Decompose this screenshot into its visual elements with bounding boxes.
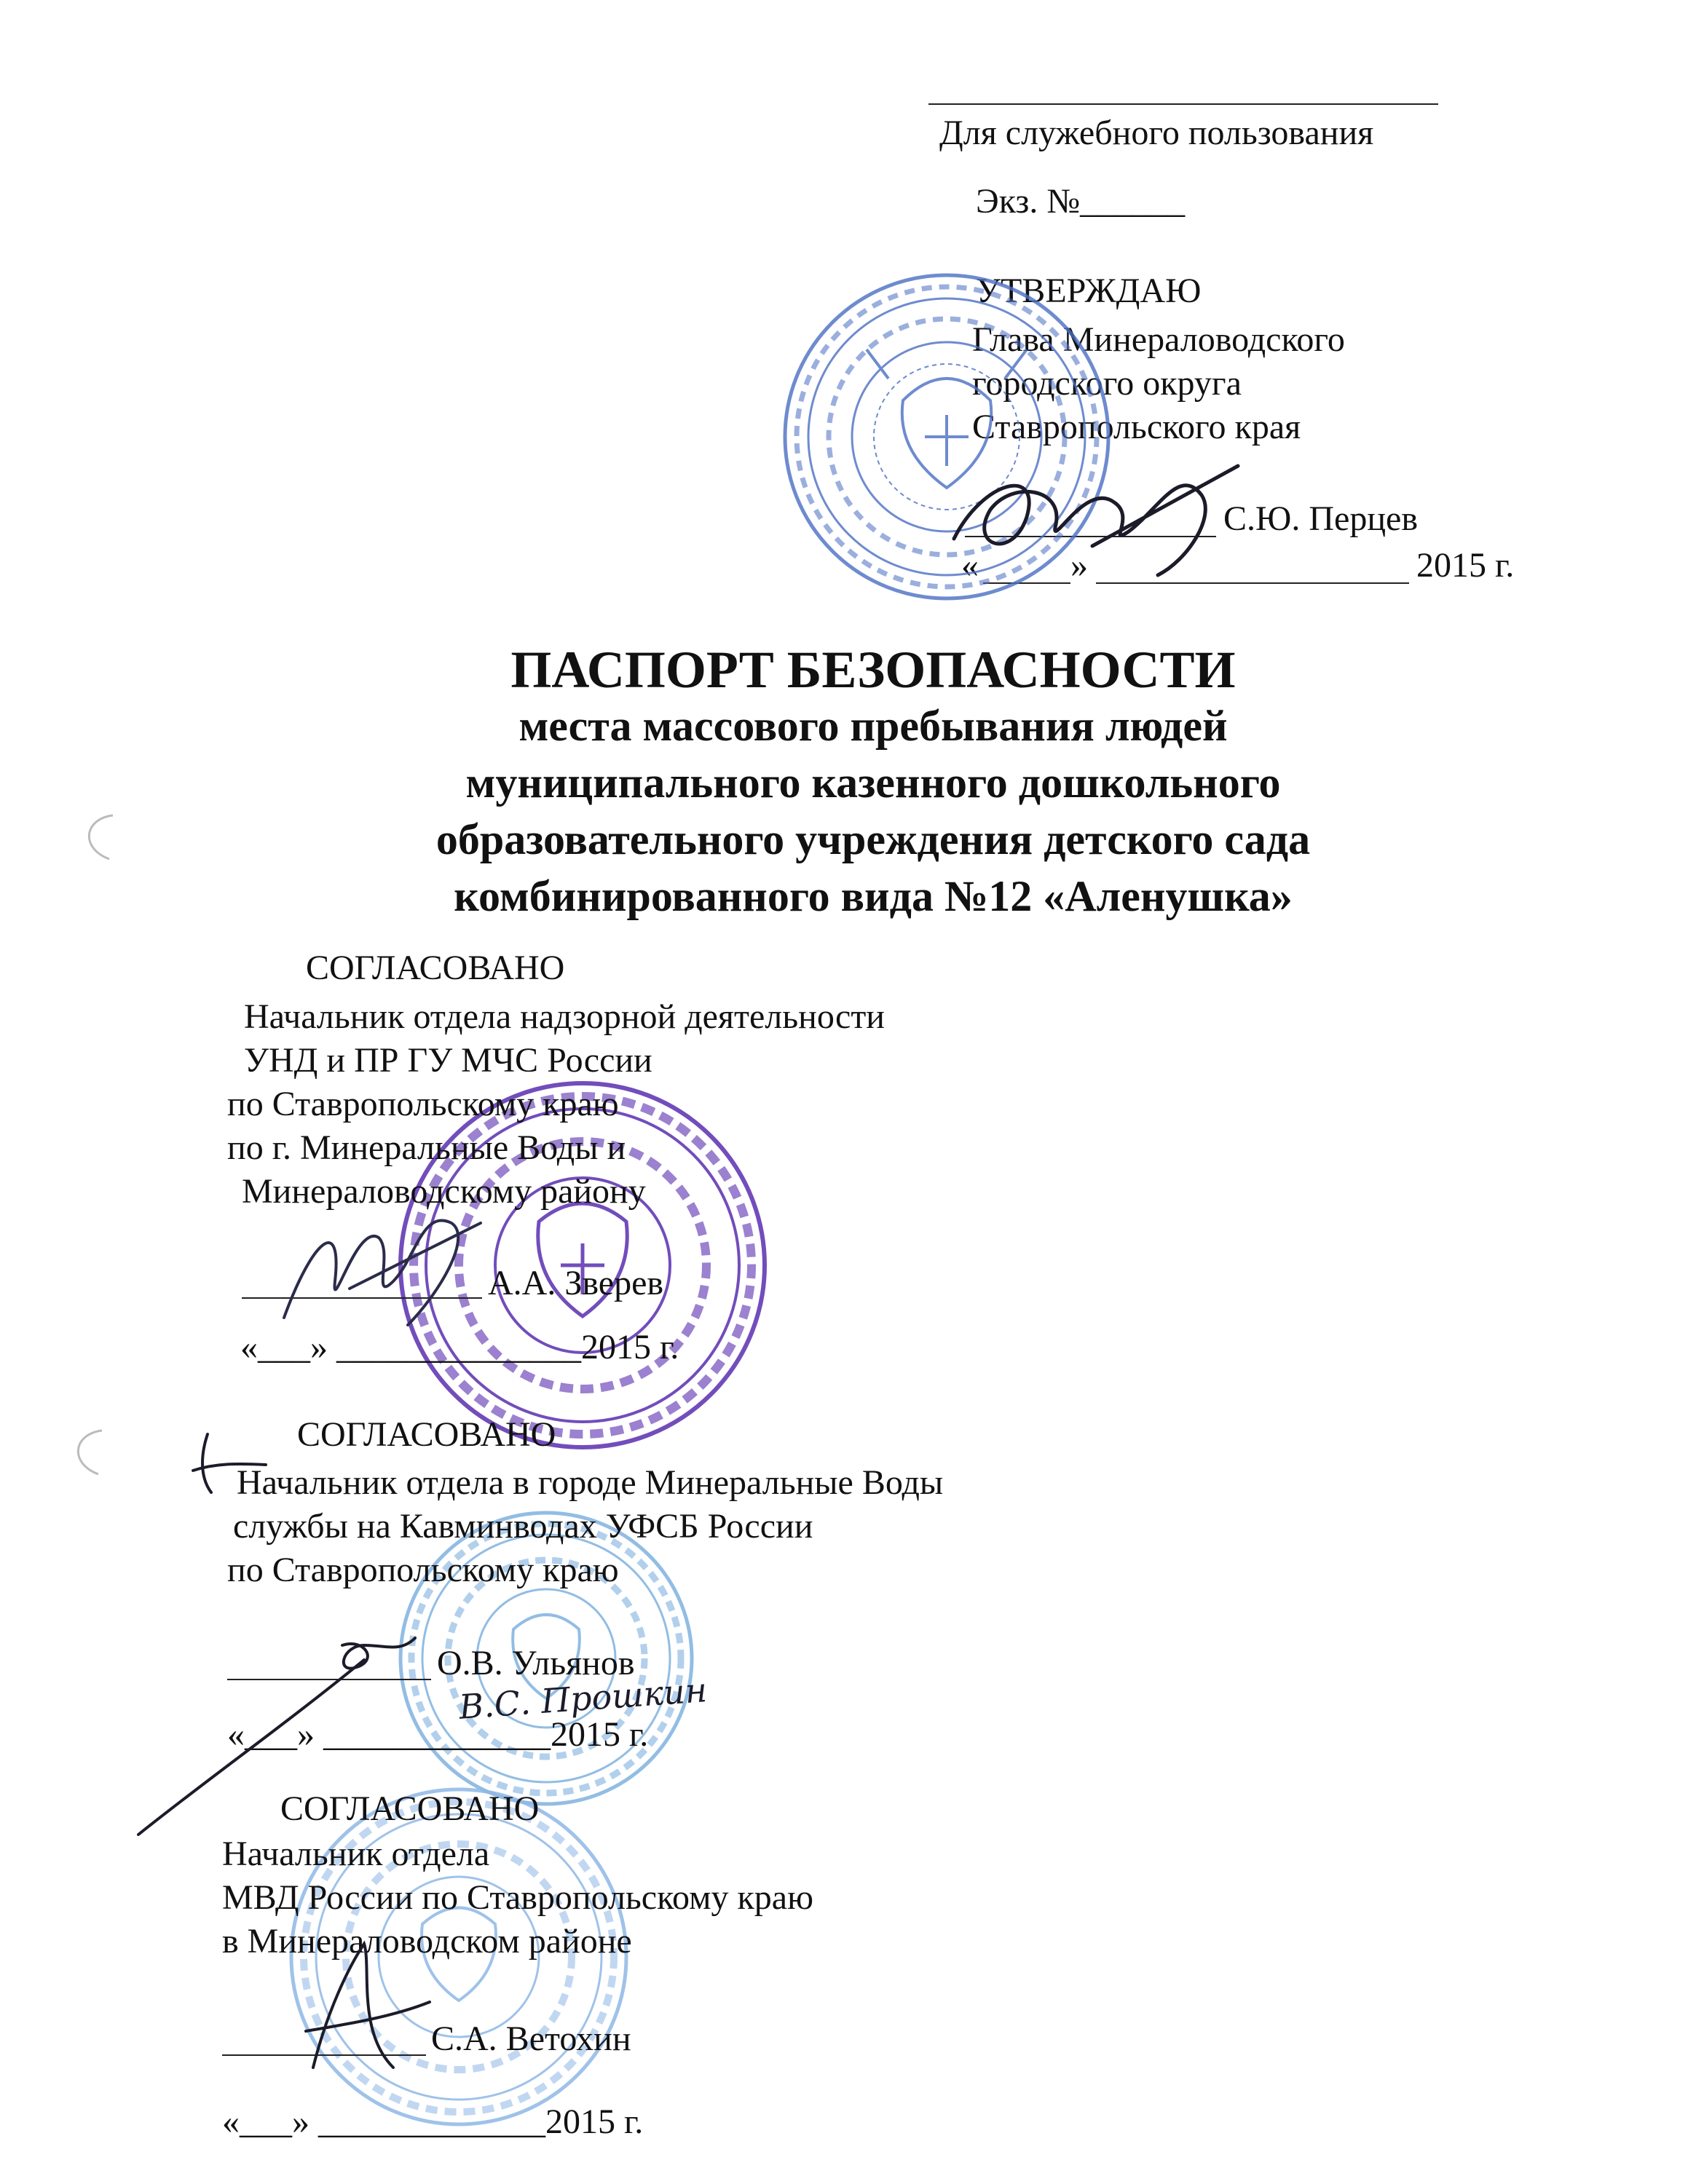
approval-line-2: городского округа (972, 364, 1242, 403)
agreement-3-line-1: Начальник отдела (222, 1835, 490, 1873)
agreement-2-line-3: по Ставропольскому краю (227, 1551, 619, 1589)
title-line-1: места массового пребывания людей (518, 702, 1228, 750)
approval-date-close: » (1070, 546, 1088, 585)
agreement-2-signer: О.В. Ульянов (437, 1644, 635, 1682)
agreement-3-signer: С.А. Ветохин (431, 2019, 631, 2058)
agreement-1-line-1: Начальник отдела надзорной деятельности (244, 997, 885, 1036)
approval-signer: С.Ю. Перцев (1223, 499, 1418, 538)
agreement-3-signature-icon (284, 1922, 444, 2082)
agreement-1-line-4: по г. Минеральные Воды и (227, 1128, 626, 1167)
approval-date-open: « (961, 546, 979, 585)
title-line-3: образовательного учреждения детского сада (435, 815, 1311, 863)
agreement-1-date: «___» ______________2015 г. (240, 1328, 679, 1366)
title-line-2: муниципального казенного дошкольного (465, 759, 1281, 807)
approval-month-line (1096, 582, 1409, 584)
approval-signature-icon (939, 437, 1245, 585)
scan-artifact-mark-2 (58, 1423, 117, 1481)
agreement-1-signature-icon (262, 1194, 495, 1340)
agreement-3-line-3: в Минераловодском районе (222, 1922, 632, 1961)
agreement-3-heading: СОГЛАСОВАНО (280, 1789, 540, 1828)
agreement-1-line-2: УНД и ПР ГУ МЧС России (244, 1041, 652, 1080)
agreement-1-line-5: Минераловодскому району (242, 1172, 646, 1211)
scan-artifact-mark-1 (69, 808, 127, 866)
agreement-2-heading: СОГЛАСОВАНО (297, 1415, 556, 1454)
agreement-3-line-2: МВД России по Ставропольскому краю (222, 1878, 813, 1917)
agreement-1-line-3: по Ставропольскому краю (227, 1085, 619, 1123)
approval-line-3: Ставропольского края (972, 408, 1301, 446)
approval-line-1: Глава Минераловодского (972, 320, 1345, 359)
agreement-2-date: «___» _____________2015 г. (227, 1715, 649, 1754)
agreement-2-line-2: службы на Кавминводах УФСБ России (233, 1507, 813, 1546)
agreement-3-date: «___» _____________2015 г. (222, 2102, 644, 2141)
agreement-2-line-1: Начальник отдела в городе Минеральные Воды (237, 1463, 944, 1502)
top-rule (928, 103, 1438, 105)
approval-year: 2015 г. (1416, 546, 1515, 585)
approval-heading: УТВЕРЖДАЮ (976, 272, 1202, 310)
copy-number: Экз. №______ (976, 182, 1186, 221)
agreement-2-handwritten-note: В.С. Прошкин (457, 1670, 709, 1727)
agreement-1-signer: А.А. Зверев (488, 1264, 664, 1302)
agreement-1-heading: СОГЛАСОВАНО (306, 949, 565, 987)
initials-mark-icon (186, 1420, 273, 1507)
document-title: ПАСПОРТ БЕЗОПАСНОСТИ (510, 641, 1236, 699)
restriction-label: Для служебного пользования (939, 114, 1374, 152)
title-line-4: комбинированного вида №12 «Аленушка» (454, 872, 1293, 920)
